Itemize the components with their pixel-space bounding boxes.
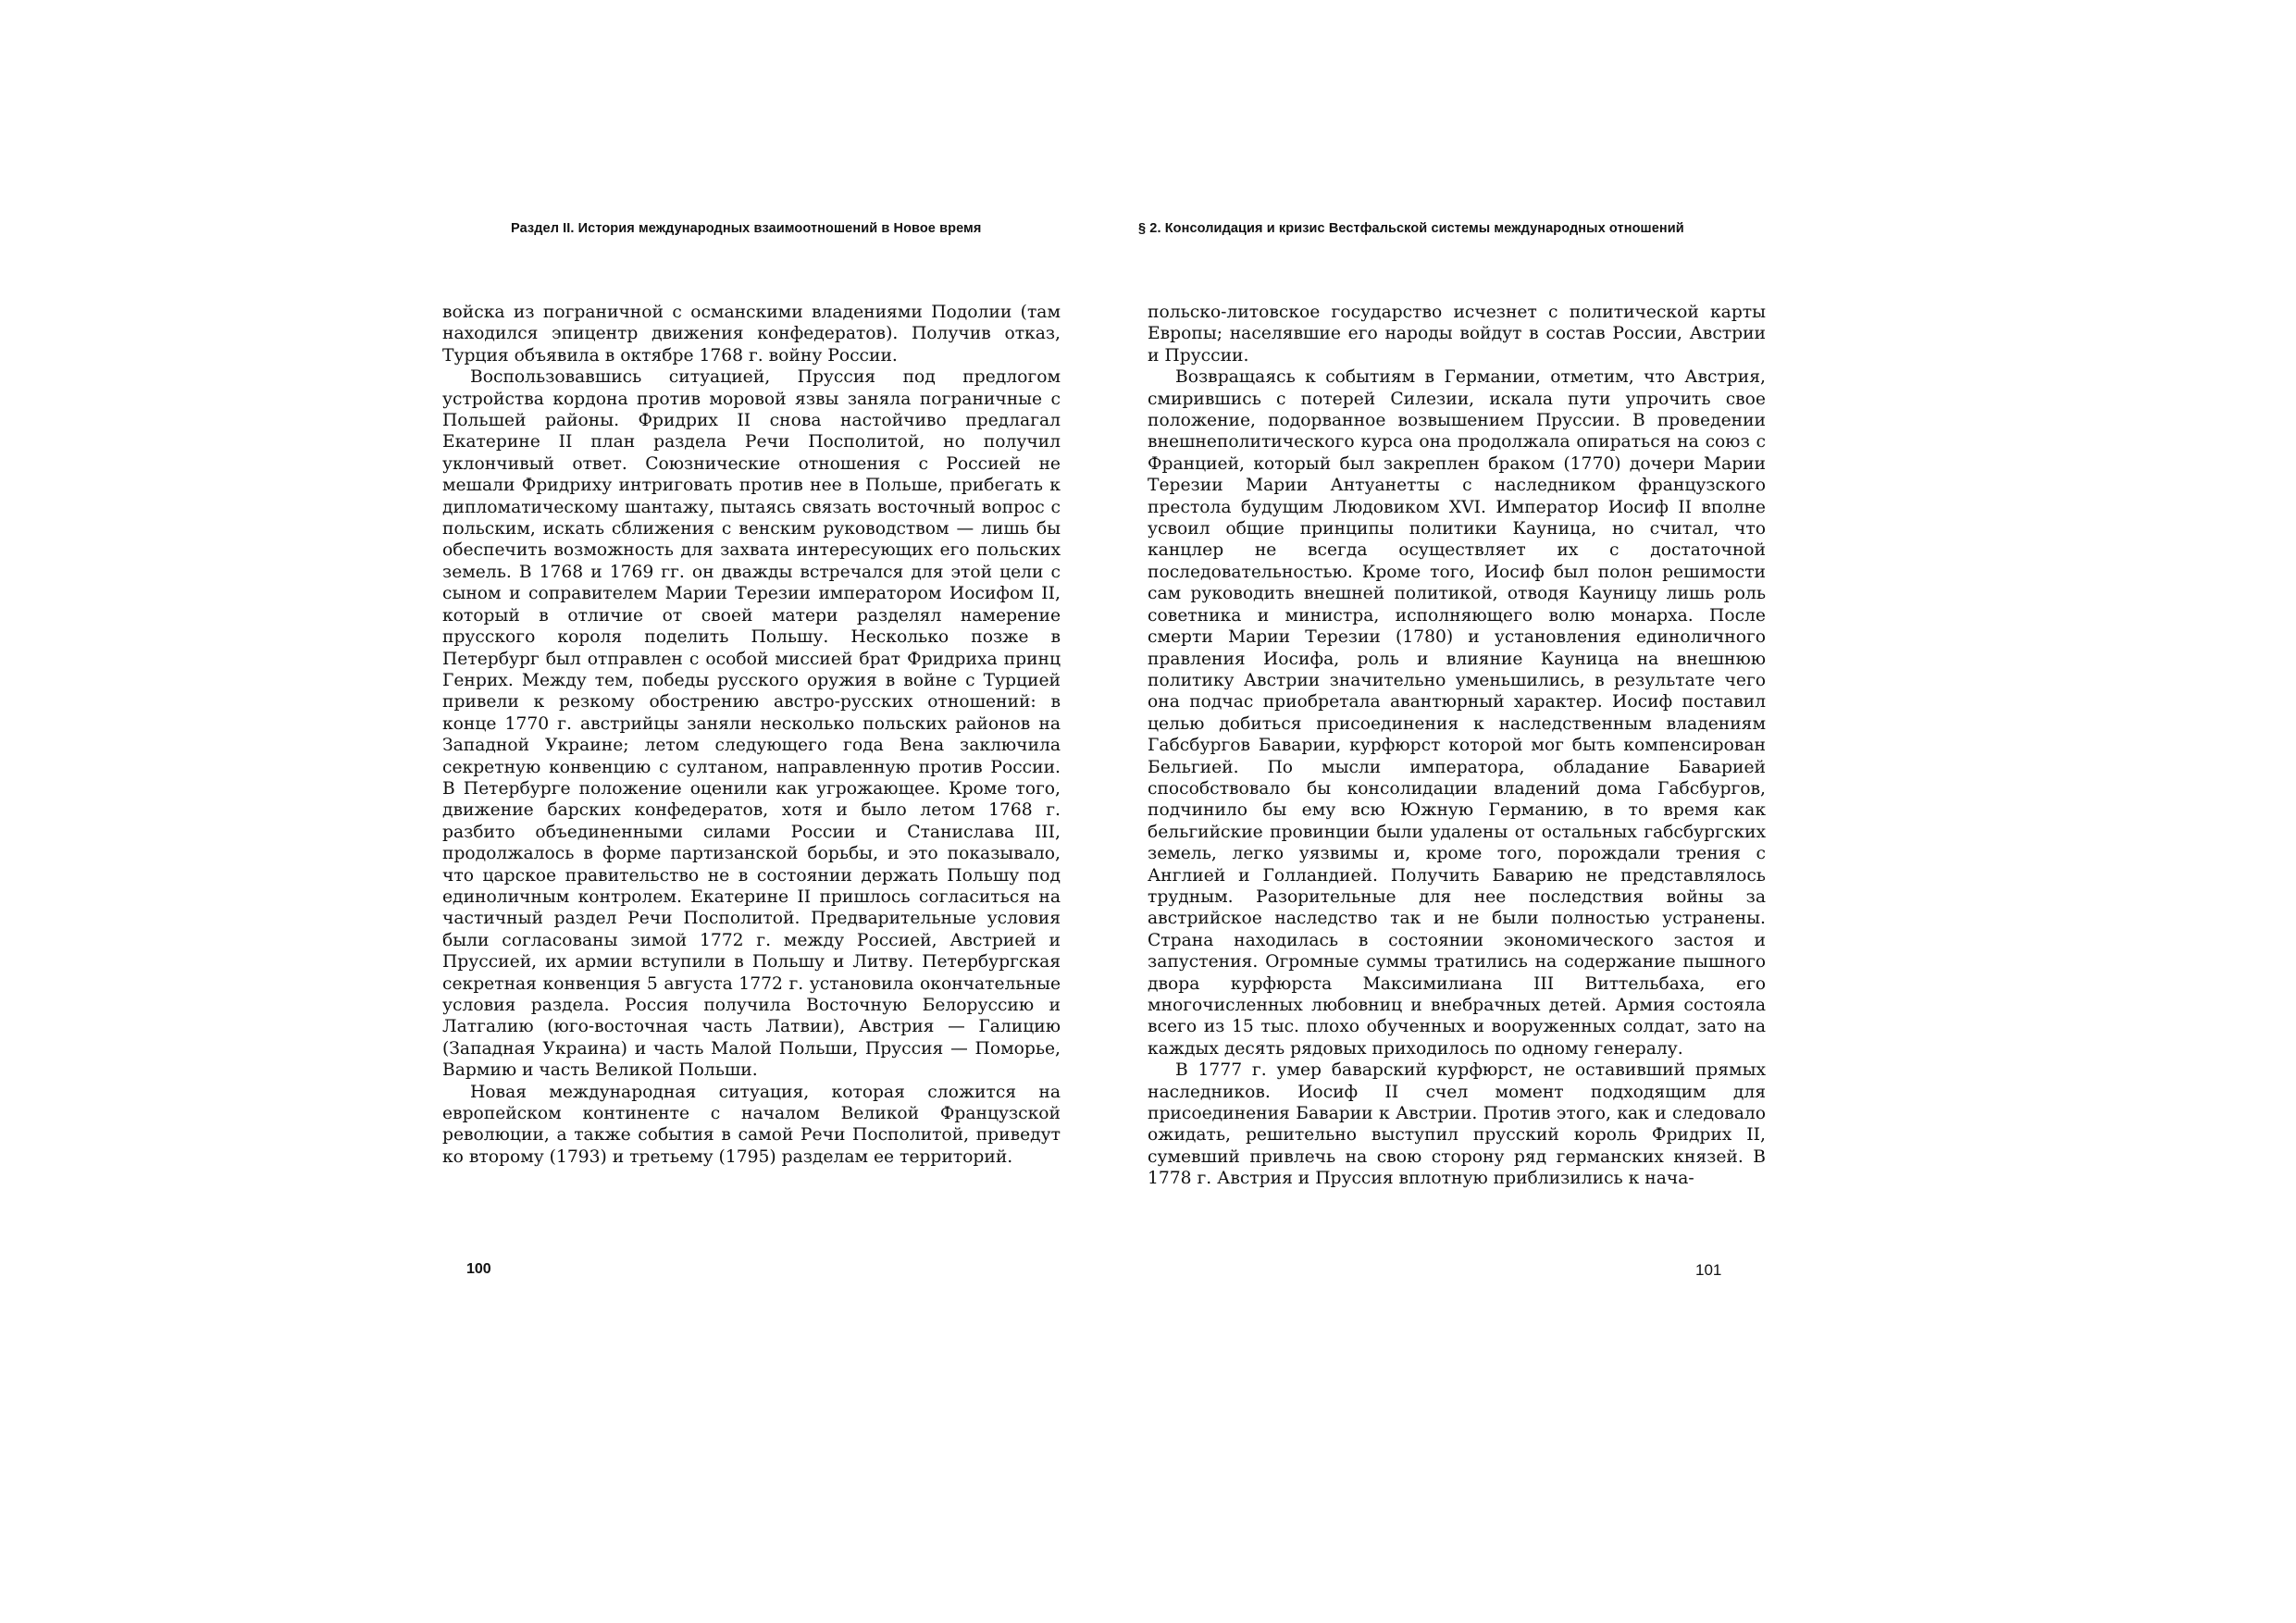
running-head-right: § 2. Консолидация и кризис Вестфальской системы международных отношений — [1138, 221, 1684, 236]
running-head-left: Раздел II. История международных взаимоотношений в Новое время — [511, 221, 982, 236]
paragraph: войска из пограничной с османскими владениями Подолии (там находился эпицентр движения конфедератов). Получив отказ, Турция объявила в октябре 1768 г. войну России. — [442, 303, 1061, 365]
paragraph: Возвращаясь к событиям в Германии, отметим, что Австрия, смирившись с потерей Силезии, искала пути упрочить свое положение, подорванное возвышением Пруссии. В проведении внешнеполитического курса она продолжала опираться на союз с Францией, который был закреплен браком (1770) дочери Марии Терезии Марии Антуанетты с наследником французского престола будущим Людовиком XVI. Император Иосиф II вполне усвоил общие принципы политики Кауница, но считал, что канцлер не всегда осуществляет их с достаточной последовательностью. Кроме того, Иосиф был полон решимости сам руководить внешней политикой, отводя Кауницу лишь роль советника и министра, исполняющего волю монарха. После смерти Марии Терезии (1780) и установления единоличного правления Иосифа, роль и влияние Кауница на внешнюю политику Австрии значительно уменьшились, в результате чего она подчас приобретала авантюрный характер. Иосиф поставил целью добиться присоединения к наследственным владениям Габсбургов Баварии, курфюрст которой мог быть компенсирован Бельгией. По мысли императора, обладание Баварией способствовало бы консолидации владений дома Габсбургов, подчинило бы ему всю Южную Германию, в то время как бельгийские провинции были удалены от остальных габсбургских земель, легко уязвимы и, кроме того, порождали трения с Англией и Голландией. Получить Баварию не представлялось трудным. Разорительные для нее последствия войны за австрийское наследство так и не были полностью устранены. Страна находилась в состоянии экономического застоя и запустения. Огромные суммы тратились на содержание пышного двора курфюрста Максимилиана III Виттельбаха, его многочисленных любовниц и внебрачных детей. Армия состояла всего из 15 тыс. плохо обученных и вооруженных солдат, зато на каждых десять рядовых приходилось по одному генералу. — [1148, 367, 1766, 1059]
paragraph: В 1777 г. умер баварский курфюрст, не оставивший прямых наследников. Иосиф II счел момент подходящим для присоединения Баварии к Австрии. Против этого, как и следовало ожидать, решительно выступил прусский король Фридрих II, сумевший привлечь на свою сторону ряд германских князей. В 1778 г. Австрия и Пруссия вплотную приблизились к нача- — [1148, 1060, 1766, 1189]
paragraph: Новая международная ситуация, которая сложится на европейском континенте с началом Великой Французской революции, а также события в самой Речи Посполитой, приведут ко второму (1793) и третьему (1795) разделам ее территорий. — [442, 1082, 1061, 1167]
left-page-body — [442, 302, 1061, 1168]
paragraph: польско-литовское государство исчезнет с политической карты Европы; населявшие его народы войдут в состав России, Австрии и Пруссии. — [1148, 303, 1766, 365]
right-page-body — [1148, 302, 1766, 1190]
page-number-left: 100 — [466, 1261, 491, 1277]
page-number-right: 101 — [1695, 1261, 1722, 1279]
paragraph: Воспользовавшись ситуацией, Пруссия под предлогом устройства кордона против моровой язвы заняла пограничные с Польшей районы. Фридрих II снова настойчиво предлагал Екатерине II план раздела Речи Посполитой, но получил уклончивый ответ. Союзнические отношения с Россией не мешали Фридриху интриговать против нее в Польше, прибегать к дипломатическому шантажу, пытаясь связать восточный вопрос с польским, искать сближения с венским руководством — лишь бы обеспечить возможность для захвата интересующих его польских земель. В 1768 и 1769 гг. он дважды встречался для этой цели с сыном и соправителем Марии Терезии императором Иосифом II, который в отличие от своей матери разделял намерение прусского короля поделить Польшу. Несколько позже в Петербург был отправлен с особой миссией брат Фридриха принц Генрих. Между тем, победы русского оружия в войне с Турцией привели к резкому обострению австро-русских отношений: в конце 1770 г. австрийцы заняли несколько польских районов на Западной Украине; летом следующего года Вена заключила секретную конвенцию с султаном, направленную против России. В Петербурге положение оценили как угрожающее. Кроме того, движение барских конфедератов, хотя и было летом 1768 г. разбито объединенными силами России и Станислава III, продолжалось в форме партизанской борьбы, и это показывало, что царское правительство не в состоянии держать Польшу под единоличным контролем. Екатерине II пришлось согласиться на частичный раздел Речи Посполитой. Предварительные условия были согласованы зимой 1772 г. между Россией, Австрией и Пруссией, их армии вступили в Польшу и Литву. Петербургская секретная конвенция 5 августа 1772 г. установила окончательные условия раздела. Россия получила Восточную Белоруссию и Латгалию (юго-восточная часть Латвии), Австрия — Галицию (Западная Украина) и часть Малой Польши, Пруссия — Поморье, Вармию и часть Великой Польши. — [442, 367, 1061, 1081]
